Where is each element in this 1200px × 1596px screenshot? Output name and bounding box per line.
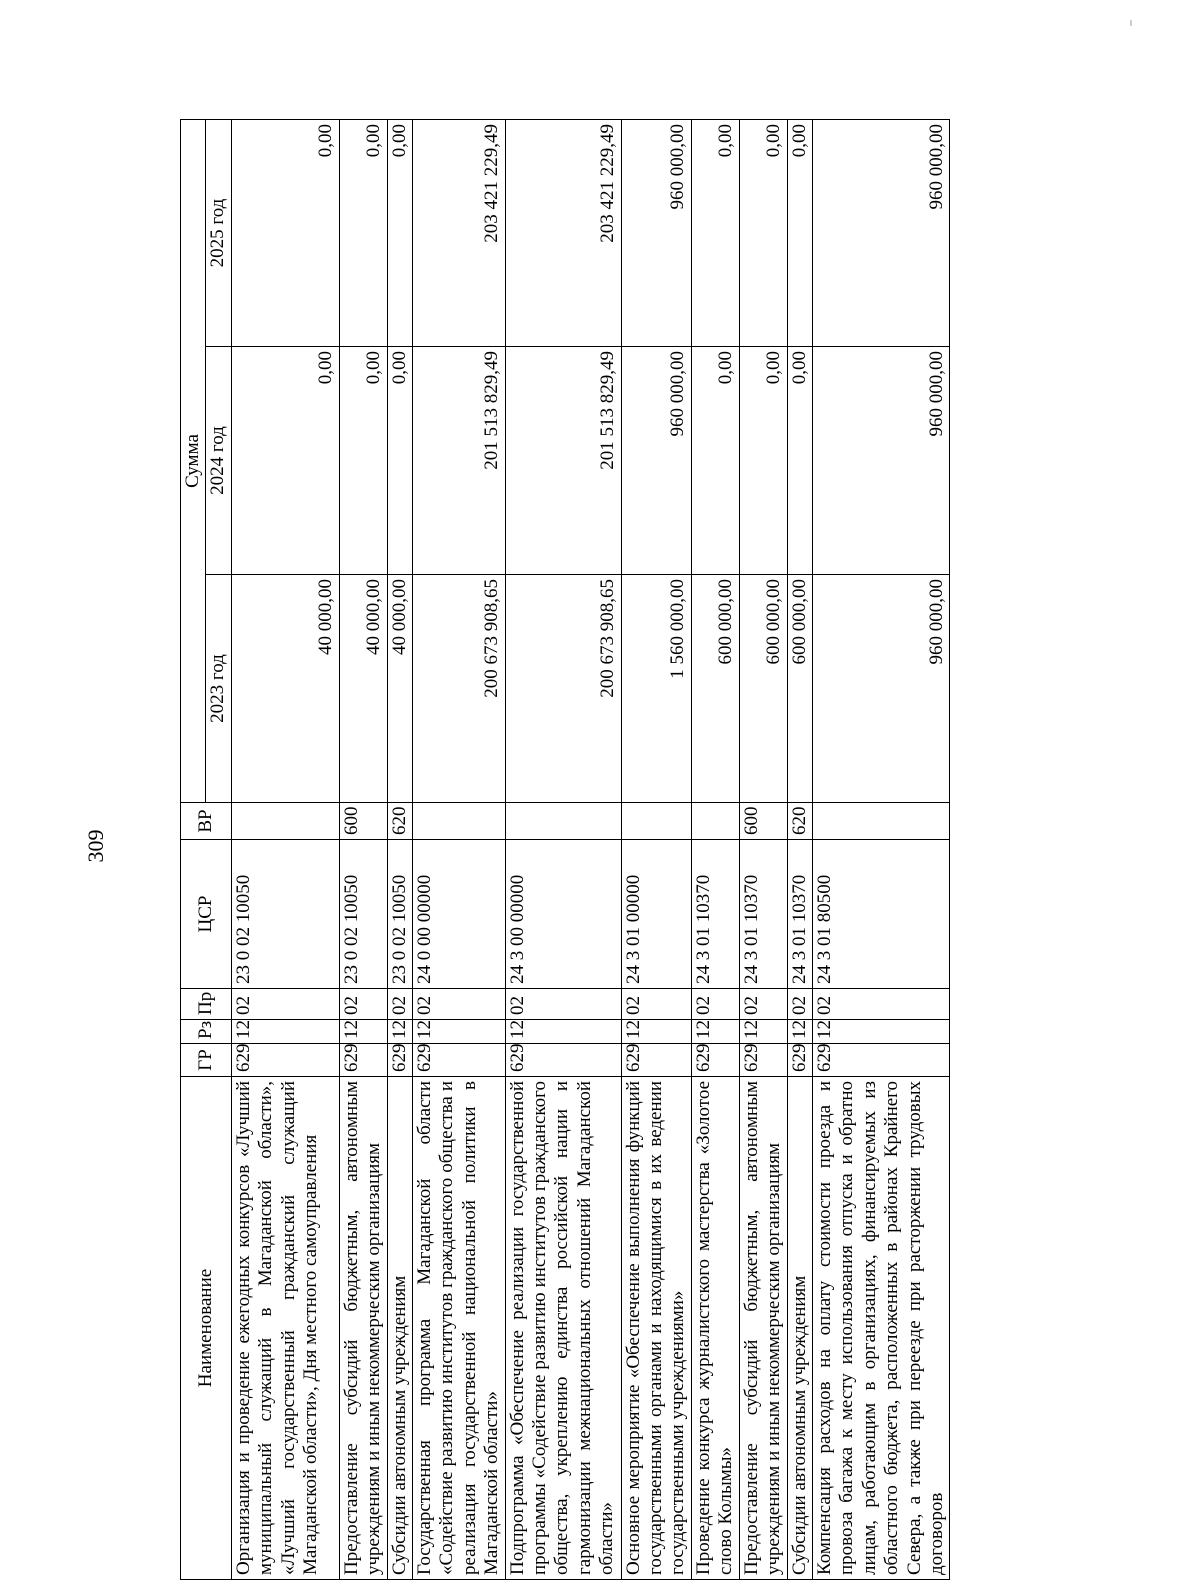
row-vr: 600	[739, 803, 787, 840]
budget-table-container	[180, 120, 947, 1580]
row-name: Предоставление субсидий бюджетным, автономным учреждениям и иным некоммерческим организациям	[339, 1077, 387, 1580]
row-sum-2023: 960 000,00	[812, 575, 949, 803]
row-vr	[812, 803, 949, 840]
row-name: Субсидии автономным учреждениям	[387, 1077, 412, 1580]
row-gr: 629	[231, 1044, 339, 1077]
row-sum-2025: 960 000,00	[812, 120, 949, 347]
header-year-2023: 2023 год	[206, 575, 231, 803]
row-sum-2023: 1 560 000,00	[621, 575, 691, 803]
row-csr: 23 0 02 10050	[339, 840, 387, 989]
header-gr: ГР	[181, 1044, 232, 1077]
row-sum-2023: 40 000,00	[231, 575, 339, 803]
row-sum-2023: 200 673 908,65	[505, 575, 621, 803]
row-rz: 12	[739, 1020, 787, 1044]
row-sum-2025: 0,00	[387, 120, 412, 347]
row-gr: 629	[812, 1044, 949, 1077]
table-row	[621, 120, 691, 1580]
row-rz: 12	[812, 1020, 949, 1044]
row-sum-2025: 0,00	[691, 120, 739, 347]
row-vr	[413, 803, 506, 840]
row-sum-2024: 0,00	[691, 347, 739, 575]
row-vr	[691, 803, 739, 840]
table-row	[387, 120, 412, 1580]
row-pr: 02	[231, 989, 339, 1020]
row-sum-2024: 0,00	[739, 347, 787, 575]
header-year-2024: 2024 год	[206, 347, 231, 575]
row-gr: 629	[691, 1044, 739, 1077]
header-vr: ВР	[181, 803, 232, 840]
row-gr: 629	[387, 1044, 412, 1077]
row-csr: 24 3 01 10370	[787, 840, 812, 989]
row-csr: 24 3 01 10370	[739, 840, 787, 989]
row-sum-2024: 0,00	[339, 347, 387, 575]
row-sum-2025: 960 000,00	[621, 120, 691, 347]
table-row	[413, 120, 506, 1580]
row-gr: 629	[621, 1044, 691, 1077]
row-sum-2023: 200 673 908,65	[413, 575, 506, 803]
row-gr: 629	[339, 1044, 387, 1077]
row-name: Предоставление субсидий бюджетным, автономным учреждениям и иным некоммерческим организациям	[739, 1077, 787, 1580]
row-csr: 24 3 00 00000	[505, 840, 621, 989]
table-row	[787, 120, 812, 1580]
row-vr	[505, 803, 621, 840]
row-gr: 629	[739, 1044, 787, 1077]
header-name: Наименование	[181, 1077, 232, 1580]
header-year-2025: 2025 год	[206, 120, 231, 347]
table-row	[231, 120, 339, 1580]
row-rz: 12	[505, 1020, 621, 1044]
row-sum-2024: 0,00	[387, 347, 412, 575]
row-rz: 12	[691, 1020, 739, 1044]
row-gr: 629	[787, 1044, 812, 1077]
row-rz: 12	[339, 1020, 387, 1044]
row-name: Подпрограмма «Обеспечение реализации государственной программы «Содействие развитию институтов гражданского общества, укреплению единства российской нации и гармонизации межнациональных отношений Магаданской области»	[505, 1077, 621, 1580]
row-pr: 02	[691, 989, 739, 1020]
row-vr: 620	[787, 803, 812, 840]
budget-table	[180, 119, 950, 1580]
row-name: Проведение конкурса журналистского мастерства «Золотое слово Колымы»	[691, 1077, 739, 1580]
row-sum-2024: 960 000,00	[812, 347, 949, 575]
header-sum: Сумма	[181, 120, 206, 803]
row-sum-2023: 600 000,00	[739, 575, 787, 803]
row-csr: 24 3 01 80500	[812, 840, 949, 989]
row-csr: 23 0 02 10050	[387, 840, 412, 989]
row-vr	[231, 803, 339, 840]
header-csr: ЦСР	[181, 840, 232, 989]
table-row	[812, 120, 949, 1580]
row-rz: 12	[787, 1020, 812, 1044]
table-row	[505, 120, 621, 1580]
table-row	[739, 120, 787, 1580]
row-sum-2025: 0,00	[787, 120, 812, 347]
row-vr: 620	[387, 803, 412, 840]
row-sum-2024: 0,00	[787, 347, 812, 575]
row-sum-2025: 0,00	[339, 120, 387, 347]
row-sum-2023: 600 000,00	[691, 575, 739, 803]
row-rz: 12	[387, 1020, 412, 1044]
row-rz: 12	[413, 1020, 506, 1044]
header-rz: Рз	[181, 1020, 232, 1044]
page-number: 309	[83, 829, 108, 863]
scan-mark	[1130, 20, 1132, 26]
row-sum-2024: 201 513 829,49	[413, 347, 506, 575]
row-name: Организация и проведение ежегодных конкурсов «Лучший муниципальный служащий в Магаданской области», «Лучший государственный гражданский служащий Магаданской области», Дня местного самоуправления	[231, 1077, 339, 1580]
row-sum-2025: 0,00	[739, 120, 787, 347]
row-pr: 02	[621, 989, 691, 1020]
row-sum-2023: 40 000,00	[339, 575, 387, 803]
row-csr: 24 3 01 10370	[691, 840, 739, 989]
row-pr: 02	[739, 989, 787, 1020]
row-pr: 02	[339, 989, 387, 1020]
header-pr: Пр	[181, 989, 232, 1020]
row-gr: 629	[413, 1044, 506, 1077]
row-sum-2023: 40 000,00	[387, 575, 412, 803]
row-sum-2025: 203 421 229,49	[413, 120, 506, 347]
row-sum-2025: 0,00	[231, 120, 339, 347]
row-vr	[621, 803, 691, 840]
row-csr: 24 3 01 00000	[621, 840, 691, 989]
row-sum-2025: 203 421 229,49	[505, 120, 621, 347]
row-sum-2024: 201 513 829,49	[505, 347, 621, 575]
row-pr: 02	[505, 989, 621, 1020]
row-csr: 23 0 02 10050	[231, 840, 339, 989]
row-vr: 600	[339, 803, 387, 840]
row-pr: 02	[387, 989, 412, 1020]
row-sum-2023: 600 000,00	[787, 575, 812, 803]
row-gr: 629	[505, 1044, 621, 1077]
row-name: Основное мероприятие «Обеспечение выполнения функций государственными органами и находящимися в их ведении государственными учреждениями»	[621, 1077, 691, 1580]
row-rz: 12	[231, 1020, 339, 1044]
table-row	[339, 120, 387, 1580]
row-pr: 02	[413, 989, 506, 1020]
header-row-1	[181, 120, 206, 1580]
row-pr: 02	[787, 989, 812, 1020]
row-name: Государственная программа Магаданской области «Содействие развитию институтов гражданского общества и реализация государственной национальной политики в Магаданской области»	[413, 1077, 506, 1580]
table-body	[231, 120, 950, 1580]
row-sum-2024: 960 000,00	[621, 347, 691, 575]
row-name: Субсидии автономным учреждениям	[787, 1077, 812, 1580]
table-row	[691, 120, 739, 1580]
row-pr: 02	[812, 989, 949, 1020]
row-sum-2024: 0,00	[231, 347, 339, 575]
row-rz: 12	[621, 1020, 691, 1044]
row-name: Компенсация расходов на оплату стоимости проезда и провоза багажа к месту использования отпуска и обратно лицам, работающим в организациях, финансируемых из областного бюджета, расположенных в районах Крайнего Севера, а также при переезде при расторжении трудовых договоров	[812, 1077, 949, 1580]
row-csr: 24 0 00 00000	[413, 840, 506, 989]
